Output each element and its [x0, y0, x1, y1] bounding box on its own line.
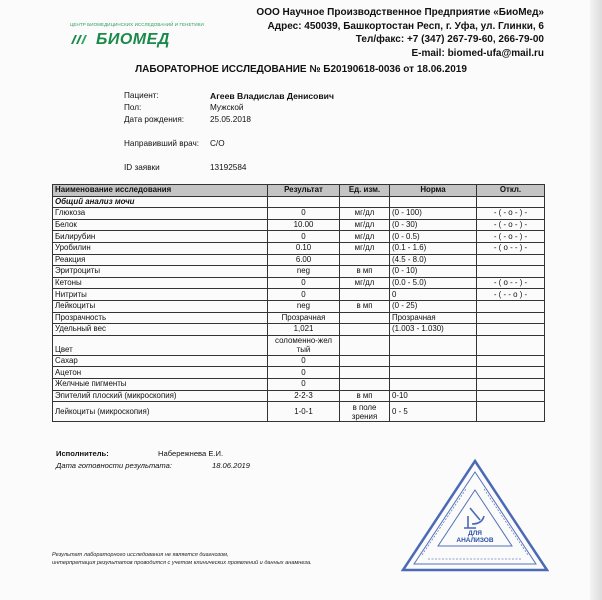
test-name: Желчные пигменты	[53, 378, 268, 390]
executor-name: Набережнева Е.И.	[158, 449, 224, 458]
test-norm: (0 - 100)	[390, 208, 477, 220]
doctor-label: Направивший врач:	[124, 139, 200, 148]
test-norm: 0	[390, 289, 477, 301]
executor-label: Исполнитель:	[56, 449, 109, 458]
test-unit: в мп	[340, 300, 390, 312]
dob-value: 25.05.2018	[210, 115, 251, 124]
lab-stamp	[400, 458, 550, 574]
test-unit	[340, 335, 390, 355]
test-unit	[340, 312, 390, 324]
test-norm: (0 - 10)	[390, 266, 477, 278]
table-row	[53, 378, 545, 390]
test-norm: 0-10	[390, 390, 477, 402]
table-row	[53, 289, 545, 301]
test-unit: мг/дл	[340, 242, 390, 254]
table-row	[53, 242, 545, 254]
table-row	[53, 254, 545, 266]
test-norm	[390, 335, 477, 355]
test-deviation	[477, 390, 545, 402]
test-norm: (0 - 30)	[390, 219, 477, 231]
test-name: Реакция	[53, 254, 268, 266]
test-deviation: - ( o - - ) -	[477, 242, 545, 254]
page-edge-shadow	[590, 0, 602, 600]
test-norm	[390, 378, 477, 390]
test-norm: 0 - 5	[390, 402, 477, 422]
col-header-name: Наименование исследования	[53, 185, 268, 197]
table-row	[53, 231, 545, 243]
table-row	[53, 390, 545, 402]
test-name: Цвет	[53, 335, 268, 355]
table-row	[53, 402, 545, 422]
stamp-text: ДЛЯ АНАЛИЗОВ	[456, 530, 494, 544]
table-row	[53, 219, 545, 231]
test-deviation: - ( - o - ) -	[477, 219, 545, 231]
test-deviation: - ( o - - ) -	[477, 277, 545, 289]
sex-value: Мужской	[210, 103, 244, 112]
company-details	[256, 6, 544, 60]
patient-name: Агеев Владислав Денисович	[210, 91, 334, 101]
test-deviation	[477, 254, 545, 266]
table-row	[53, 324, 545, 336]
disclaimer	[52, 551, 312, 567]
test-unit	[340, 324, 390, 336]
table-row	[53, 312, 545, 324]
test-deviation: - ( - o - ) -	[477, 231, 545, 243]
table-row	[53, 277, 545, 289]
test-name: Удельный вес	[53, 324, 268, 336]
test-name: Ацетон	[53, 367, 268, 379]
test-result: Прозрачная	[268, 312, 340, 324]
test-unit: мг/дл	[340, 231, 390, 243]
test-norm: (0.1 - 1.6)	[390, 242, 477, 254]
company-email: E-mail: biomed-ufa@mail.ru	[411, 47, 544, 59]
test-result: 2-2-3	[268, 390, 340, 402]
test-result: 0	[268, 367, 340, 379]
result-date: 18.06.2019	[212, 461, 251, 470]
logo-wave-icon	[70, 32, 90, 46]
test-name: Эритроциты	[53, 266, 268, 278]
test-result: 6.00	[268, 254, 340, 266]
test-name: Белок	[53, 219, 268, 231]
company-logo	[58, 22, 208, 58]
test-unit: в мп	[340, 390, 390, 402]
test-unit: мг/дл	[340, 208, 390, 220]
test-deviation	[477, 355, 545, 367]
test-result: 0	[268, 355, 340, 367]
test-name: Лейкоциты	[53, 300, 268, 312]
result-date-label: Дата готовности результата:	[56, 461, 172, 470]
test-deviation	[477, 335, 545, 355]
test-result: 0	[268, 277, 340, 289]
test-norm: (1.003 - 1.030)	[390, 324, 477, 336]
test-unit: мг/дл	[340, 277, 390, 289]
patient-label: Пациент:	[124, 91, 159, 100]
stamp-triangle-icon	[400, 458, 550, 574]
test-norm: (0.0 - 5.0)	[390, 277, 477, 289]
logo-name: БИОМЕД	[96, 31, 170, 48]
col-header-deviation: Откл.	[477, 185, 545, 197]
test-result: соломенно-жел тый	[268, 335, 340, 355]
test-result: 1,021	[268, 324, 340, 336]
company-name: ООО Научное Производственное Предприятие «БиоМед»	[256, 7, 544, 18]
test-norm	[390, 367, 477, 379]
table-row	[53, 335, 545, 355]
test-unit: мг/дл	[340, 219, 390, 231]
document-title: ЛАБОРАТОРНОЕ ИССЛЕДОВАНИЕ № Б20190618-0036 от 18.06.2019	[135, 64, 467, 75]
test-norm: (0 - 0.5)	[390, 231, 477, 243]
logo-tagline: ЦЕНТР БИОМЕДИЦИНСКИХ ИССЛЕДОВАНИЙ И ГЕНЕТИКИ	[70, 22, 204, 27]
test-result: 0	[268, 231, 340, 243]
sex-label: Пол:	[124, 103, 142, 112]
test-unit: в поле зрения	[340, 402, 390, 422]
doctor-value: С/О	[210, 139, 225, 148]
test-norm	[390, 355, 477, 367]
test-norm: Прозрачная	[390, 312, 477, 324]
request-id: 13192584	[210, 163, 247, 172]
test-unit: в мп	[340, 266, 390, 278]
test-name: Лейкоциты (микроскопия)	[53, 402, 268, 422]
col-header-unit: Ед. изм.	[340, 185, 390, 197]
test-unit	[340, 254, 390, 266]
table-row	[53, 208, 545, 220]
table-row	[53, 266, 545, 278]
test-deviation	[477, 312, 545, 324]
table-row	[53, 300, 545, 312]
test-deviation	[477, 367, 545, 379]
test-name: Уробилин	[53, 242, 268, 254]
dob-label: Дата рождения:	[124, 115, 185, 124]
test-result: 0	[268, 289, 340, 301]
test-deviation	[477, 300, 545, 312]
test-name: Сахар	[53, 355, 268, 367]
test-result: 0.10	[268, 242, 340, 254]
results-table	[52, 184, 545, 422]
test-name: Билирубин	[53, 231, 268, 243]
test-result: neg	[268, 300, 340, 312]
test-deviation	[477, 402, 545, 422]
test-unit	[340, 378, 390, 390]
section-title: Общий анализ мочи	[53, 196, 268, 208]
test-name: Глюкоза	[53, 208, 268, 220]
table-row	[53, 355, 545, 367]
section-row	[53, 196, 545, 208]
test-norm: (0 - 25)	[390, 300, 477, 312]
test-name: Нитриты	[53, 289, 268, 301]
test-name: Эпителий плоский (микроскопия)	[53, 390, 268, 402]
test-name: Прозрачность	[53, 312, 268, 324]
test-unit	[340, 355, 390, 367]
col-header-result: Результат	[268, 185, 340, 197]
company-address: Адрес: 450039, Башкортостан Респ, г. Уфа, ул. Глинки, 6	[267, 20, 544, 32]
test-result: 10.00	[268, 219, 340, 231]
test-result: 0	[268, 208, 340, 220]
test-unit	[340, 367, 390, 379]
test-norm: (4.5 - 8.0)	[390, 254, 477, 266]
test-name: Кетоны	[53, 277, 268, 289]
test-result: 1-0-1	[268, 402, 340, 422]
request-label: ID заявки	[124, 163, 160, 172]
disclaimer-line-2: интерпретация результатов проводится с учетом клинических проявлений и данных анамнеза.	[52, 560, 312, 566]
table-row	[53, 367, 545, 379]
test-deviation: - ( - - o ) -	[477, 289, 545, 301]
company-phone: Тел/факс: +7 (347) 267-79-60, 266-79-00	[355, 34, 544, 45]
test-deviation	[477, 324, 545, 336]
col-header-norm: Норма	[390, 185, 477, 197]
test-deviation	[477, 266, 545, 278]
test-unit	[340, 289, 390, 301]
disclaimer-line-1: Результат лабораторного исследования не является диагнозом,	[52, 552, 229, 558]
table-header-row	[53, 185, 545, 197]
test-result: 0	[268, 378, 340, 390]
test-deviation	[477, 378, 545, 390]
test-deviation: - ( - o - ) -	[477, 208, 545, 220]
test-result: neg	[268, 266, 340, 278]
